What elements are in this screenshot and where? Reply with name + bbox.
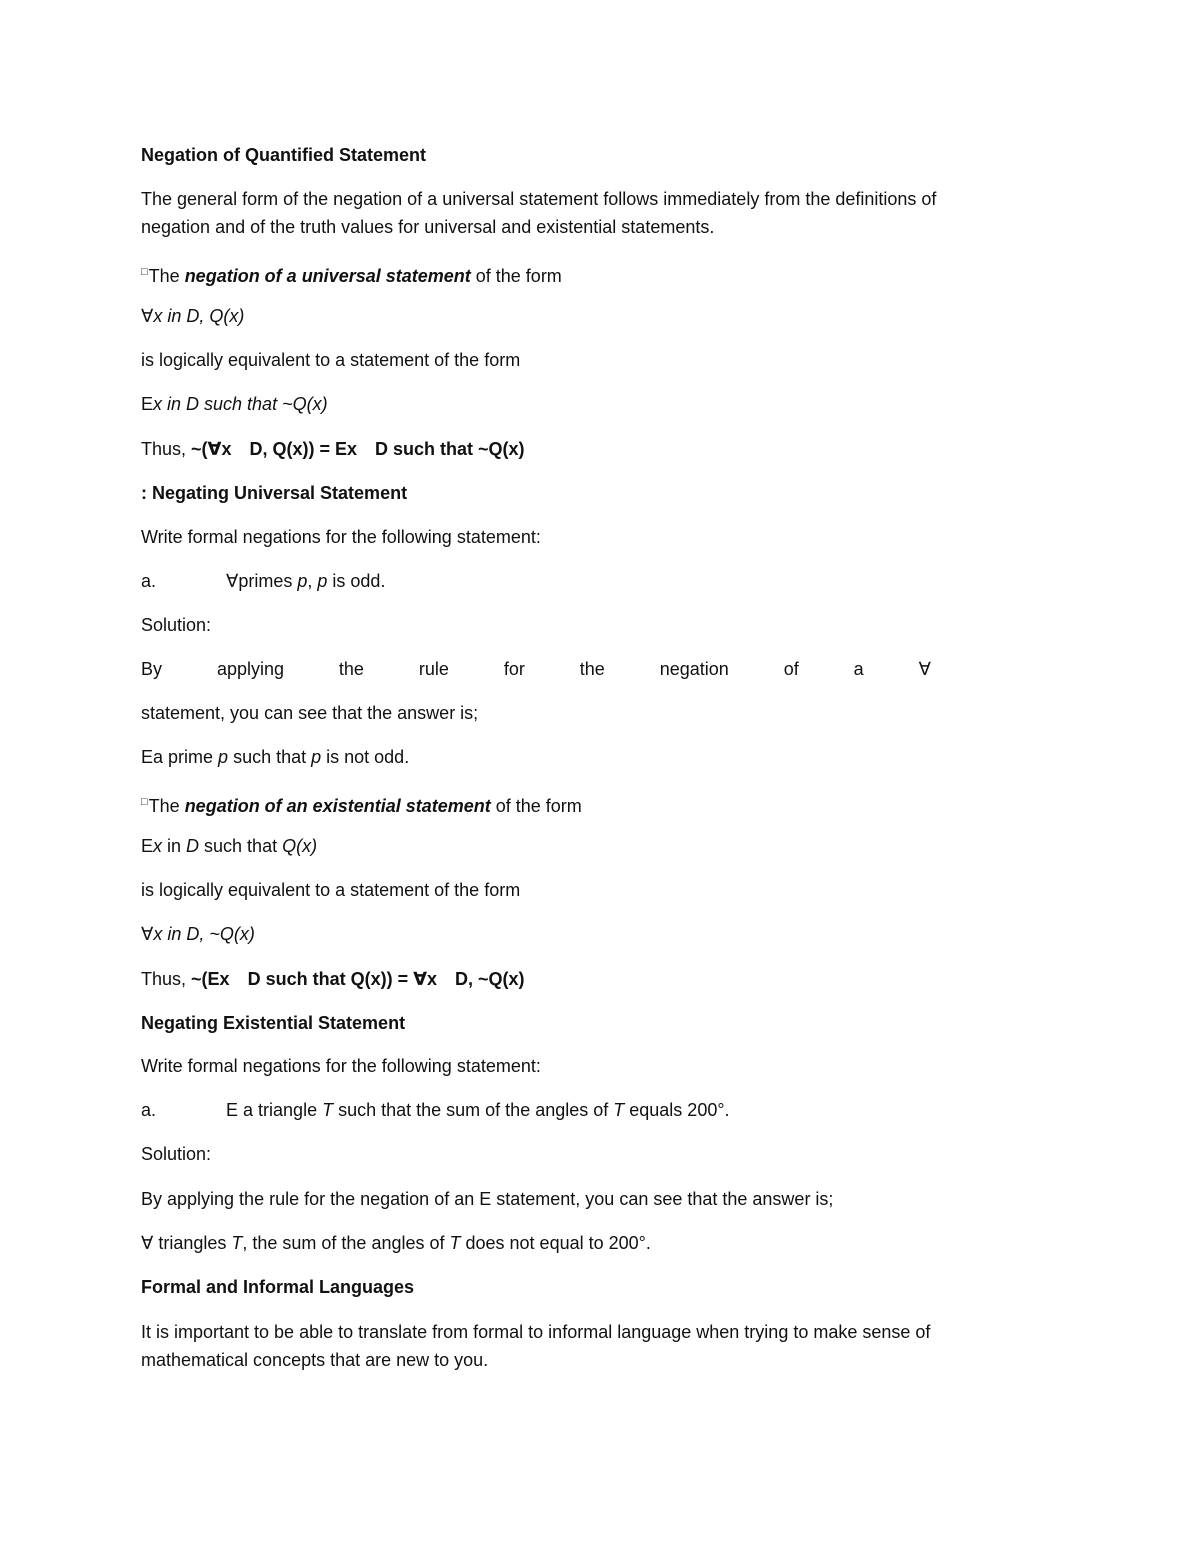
justified-sentence-line — [141, 656, 931, 682]
universal-formula — [141, 303, 244, 329]
thus-prefix: Thus, — [141, 439, 192, 459]
item-var: T — [613, 1100, 625, 1120]
example2-item — [141, 1097, 730, 1123]
existential-equivalence-text: is logically equivalent to a statement of the form — [141, 880, 521, 900]
page-heading: Negation of Quantified Statement — [141, 145, 427, 165]
thus-part-1: ~(∀x — [191, 439, 232, 459]
forall-symbol: ∀ — [141, 1233, 154, 1253]
example1-item — [141, 568, 385, 594]
bullet-box-icon: □ — [141, 266, 148, 278]
item-label: a. — [141, 571, 157, 591]
item-text: equals 200°. — [624, 1100, 730, 1120]
item-var: T — [322, 1100, 334, 1120]
universal-formula-text: x in D, Q(x) — [153, 306, 245, 326]
word: the — [579, 659, 605, 679]
exists-symbol: E — [141, 394, 154, 414]
word: for — [503, 659, 525, 679]
formula-domain: D — [186, 836, 200, 856]
intro-line-2: negation and of the truth values for universal and existential statements. — [141, 217, 715, 237]
example1-prompt: Write formal negations for the following statement: — [141, 527, 541, 547]
thus-part-3: D, ~Q(x) — [455, 969, 525, 989]
example2-title: Negating Existential Statement — [141, 1013, 406, 1033]
answer-text: such that — [228, 747, 312, 767]
thus-part-3: D such that ~Q(x) — [375, 439, 525, 459]
existential-negation-formula — [141, 921, 255, 947]
answer-var: T — [231, 1233, 243, 1253]
existential-rule-lead: The — [148, 796, 185, 816]
formula-text: such that — [199, 836, 283, 856]
universal-negation-text: x in D such that ~Q(x) — [153, 394, 328, 414]
existential-formula — [141, 833, 317, 859]
answer-text: triangles — [153, 1233, 232, 1253]
forall-symbol: ∀ — [226, 571, 239, 591]
exists-symbol: E — [479, 1189, 492, 1209]
universal-equivalence-text: is logically equivalent to a statement of the form — [141, 350, 521, 370]
exists-symbol: E — [141, 747, 154, 767]
rule-text: By applying the rule for the negation of an — [141, 1189, 480, 1209]
answer-text: is not odd. — [321, 747, 410, 767]
existential-rule-tail: of the form — [490, 796, 582, 816]
item-text: a triangle — [238, 1100, 323, 1120]
answer-text: , the sum of the angles of — [242, 1233, 450, 1253]
forall-symbol: ∀ — [918, 659, 931, 679]
thus-prefix: Thus, — [141, 969, 192, 989]
universal-rule-lead: The — [148, 266, 185, 286]
example2-answer — [141, 1230, 651, 1256]
item-var: p — [297, 571, 308, 591]
existential-rule-term: negation of an existential statement — [184, 796, 491, 816]
formal-informal-title: Formal and Informal Languages — [141, 1277, 415, 1297]
answer-var: p — [311, 747, 322, 767]
exists-symbol: E — [226, 1100, 239, 1120]
example2-solution-label: Solution: — [141, 1144, 212, 1164]
word: a — [853, 659, 864, 679]
word: applying — [216, 659, 284, 679]
formula-var: x — [153, 836, 163, 856]
formal-informal-line-2: mathematical concepts that are new to you. — [141, 1350, 489, 1370]
example1-answer — [141, 744, 409, 770]
example1-solution-label: Solution: — [141, 615, 212, 635]
example2-rule-line — [141, 1186, 833, 1212]
intro-line-1: The general form of the negation of a universal statement follows immediately from the definitions of — [141, 189, 937, 209]
answer-text: a prime — [153, 747, 219, 767]
word: By — [141, 659, 163, 679]
forall-symbol: ∀ — [141, 924, 154, 944]
answer-var: p — [218, 747, 229, 767]
word: rule — [418, 659, 449, 679]
rule-text: statement, you can see that the answer is; — [491, 1189, 834, 1209]
example1-title: : Negating Universal Statement — [141, 483, 408, 503]
word: the — [338, 659, 364, 679]
thus-part-2: D such that Q(x)) = ∀x — [247, 969, 438, 989]
formal-informal-line-1: It is important to be able to translate from formal to informal language when trying to make sense of — [141, 1322, 931, 1342]
word: of — [783, 659, 799, 679]
formula-predicate: Q(x) — [282, 836, 318, 856]
bullet-box-icon: □ — [141, 796, 148, 808]
thus-part-2: D, Q(x)) = Ex — [249, 439, 358, 459]
formula-text: in — [162, 836, 187, 856]
universal-rule-tail: of the form — [470, 266, 562, 286]
example2-prompt: Write formal negations for the following statement: — [141, 1056, 541, 1076]
existential-negation-text: x in D, ~Q(x) — [153, 924, 255, 944]
exists-symbol: E — [141, 836, 154, 856]
item-text: such that the sum of the angles of — [333, 1100, 614, 1120]
word: negation — [659, 659, 729, 679]
item-text: is odd. — [327, 571, 386, 591]
item-text: primes — [238, 571, 298, 591]
universal-thus-line — [141, 436, 525, 462]
item-label: a. — [141, 1100, 157, 1120]
item-var: p — [317, 571, 328, 591]
universal-negation-formula — [141, 391, 328, 417]
answer-var: T — [449, 1233, 461, 1253]
existential-thus-line — [141, 966, 525, 992]
answer-text: does not equal to 200°. — [460, 1233, 651, 1253]
existential-rule-intro — [141, 789, 582, 819]
item-sep: , — [307, 571, 318, 591]
universal-rule-intro — [141, 259, 562, 289]
example1-continuation: statement, you can see that the answer is; — [141, 703, 479, 723]
forall-symbol: ∀ — [141, 306, 154, 326]
universal-rule-term: negation of a universal statement — [184, 266, 471, 286]
thus-part-1: ~(Ex — [191, 969, 230, 989]
